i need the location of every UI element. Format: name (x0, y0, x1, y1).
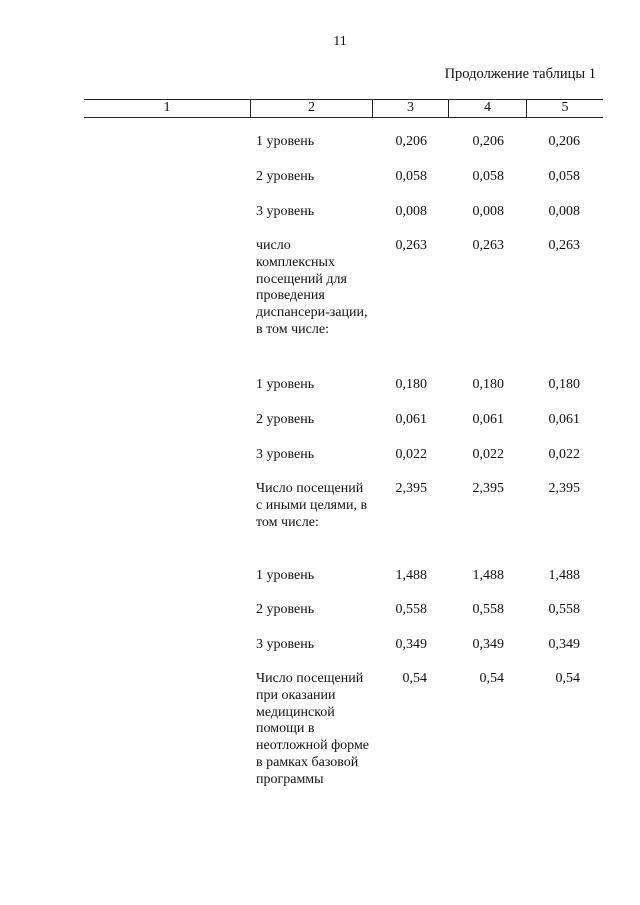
row-label: число комплексных посещений для проведения диспансери-зации, в том числе: (256, 238, 368, 337)
table-body (0, 134, 640, 831)
table-row (0, 204, 640, 238)
column-header-4: 4 (448, 99, 526, 117)
table-row (0, 637, 640, 671)
value-col-3: 0,54 (402, 671, 427, 686)
table-row (0, 169, 640, 204)
column-header-1: 1 (163, 100, 171, 115)
table-row (0, 412, 640, 447)
table-header (84, 99, 603, 117)
value-col-3: 0,061 (395, 412, 427, 427)
value-col-4: 0,54 (479, 671, 504, 686)
column-header-3: 3 (372, 99, 448, 117)
value-col-4: 0,008 (472, 204, 504, 219)
continuation-label: Продолжение таблицы 1 (444, 66, 596, 82)
value-col-5: 2,395 (548, 481, 580, 496)
value-col-5: 0,061 (548, 412, 580, 427)
value-col-5: 0,54 (555, 671, 580, 686)
table-row (0, 602, 640, 637)
row-label: Число посещений с иными целями, в том числе: (256, 481, 368, 530)
value-col-5: 0,180 (548, 377, 580, 392)
value-col-5: 0,206 (548, 134, 580, 149)
value-col-5: 0,008 (548, 204, 580, 219)
value-col-3: 0,022 (395, 447, 427, 462)
row-label: 1 уровень (256, 568, 315, 583)
table-row (0, 447, 640, 481)
value-col-3: 0,263 (395, 238, 427, 253)
value-col-3: 0,180 (395, 377, 427, 392)
value-col-3: 0,008 (395, 204, 427, 219)
value-col-3: 0,206 (395, 134, 427, 149)
row-label: 3 уровень (256, 637, 315, 652)
table-row (0, 134, 640, 169)
row-label: 1 уровень (256, 134, 315, 149)
value-col-4: 1,488 (472, 568, 504, 583)
value-col-3: 0,058 (395, 169, 427, 184)
value-col-4: 0,058 (472, 169, 504, 184)
value-col-4: 0,263 (472, 238, 504, 253)
row-label: 2 уровень (256, 602, 315, 617)
value-col-5: 0,022 (548, 447, 580, 462)
page-number: 11 (333, 34, 347, 49)
row-label: 3 уровень (256, 204, 315, 219)
table-row (0, 481, 640, 568)
value-col-3: 1,488 (395, 568, 427, 583)
value-col-5: 1,488 (548, 568, 580, 583)
table-row (0, 568, 640, 602)
value-col-5: 0,058 (548, 169, 580, 184)
row-label: 2 уровень (256, 412, 315, 427)
row-label: 3 уровень (256, 447, 315, 462)
row-label: Число посещений при оказании медицинской помощи в неотложной форме в рамках базовой программы (256, 671, 370, 787)
value-col-5: 0,558 (548, 602, 580, 617)
value-col-4: 0,206 (472, 134, 504, 149)
row-label: 2 уровень (256, 169, 315, 184)
table-row (0, 671, 640, 831)
value-col-4: 0,022 (472, 447, 504, 462)
column-header-5: 5 (526, 99, 603, 117)
table-row (0, 238, 640, 377)
value-col-3: 2,395 (395, 481, 427, 496)
value-col-3: 0,349 (395, 637, 427, 652)
table-header-bottom-rule (84, 117, 603, 118)
value-col-4: 0,061 (472, 412, 504, 427)
value-col-4: 2,395 (472, 481, 504, 496)
table-row (0, 377, 640, 412)
row-label: 1 уровень (256, 377, 315, 392)
value-col-4: 0,558 (472, 602, 504, 617)
value-col-4: 0,180 (472, 377, 504, 392)
value-col-4: 0,349 (472, 637, 504, 652)
value-col-3: 0,558 (395, 602, 427, 617)
value-col-5: 0,349 (548, 637, 580, 652)
value-col-5: 0,263 (548, 238, 580, 253)
column-header-2: 2 (250, 99, 372, 117)
